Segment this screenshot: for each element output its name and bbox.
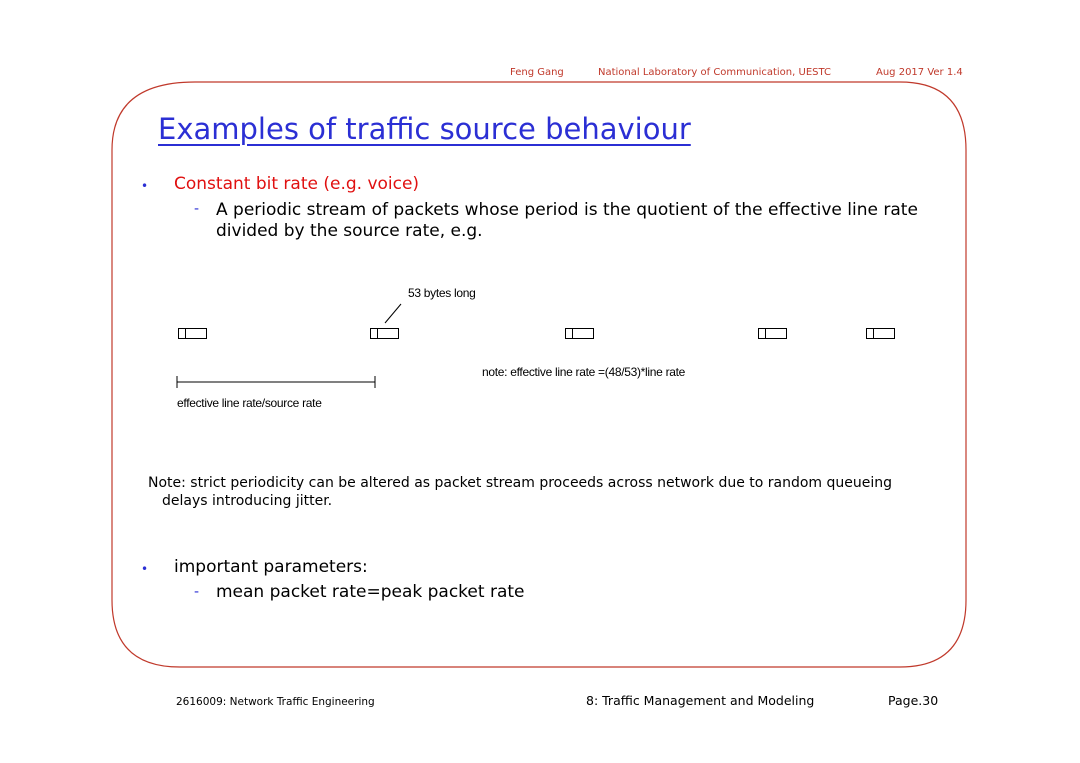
sub-bullet-mean-rate: mean packet rate=peak packet rate [216, 582, 525, 602]
footer-course: 2616009: Network Traffic Engineering [176, 696, 375, 708]
period-interval-bar [170, 375, 385, 389]
footer-chapter: 8: Traffic Management and Modeling [586, 693, 815, 708]
packet-1 [178, 328, 207, 339]
packet-3 [565, 328, 594, 339]
sub-bullet-periodic-stream: A periodic stream of packets whose period is the quotient of the effective line rate divided by the source rate, e.g. [216, 200, 918, 241]
bullet-marker: • [141, 562, 149, 576]
packet-label-pointer [383, 303, 403, 325]
header-author: Feng Gang [510, 67, 564, 78]
sub-bullet-marker: - [194, 201, 200, 217]
bullet-constant-bit-rate: Constant bit rate (e.g. voice) [174, 174, 420, 194]
bullet-marker: • [141, 179, 149, 193]
header-version: Aug 2017 Ver 1.4 [876, 67, 963, 78]
sub-bullet-marker: - [194, 584, 200, 600]
header-affiliation: National Laboratory of Communication, UESTC [598, 67, 831, 78]
jitter-note [148, 474, 938, 510]
slide-title: Examples of traffic source behaviour [158, 112, 691, 146]
packet-2 [370, 328, 399, 339]
bullet-important-parameters: important parameters: [174, 557, 368, 577]
footer-page: Page.30 [888, 693, 939, 708]
packet-4 [758, 328, 787, 339]
packet-size-label: 53 bytes long [408, 286, 476, 300]
packet-5 [866, 328, 895, 339]
jitter-note-text: Note: strict periodicity can be altered as packet stream proceeds across network due to random queueing delays introducing jitter. [148, 475, 893, 509]
period-interval-label: effective line rate/source rate [177, 396, 322, 410]
effective-rate-note: note: effective line rate =(48/53)*line rate [482, 365, 686, 379]
